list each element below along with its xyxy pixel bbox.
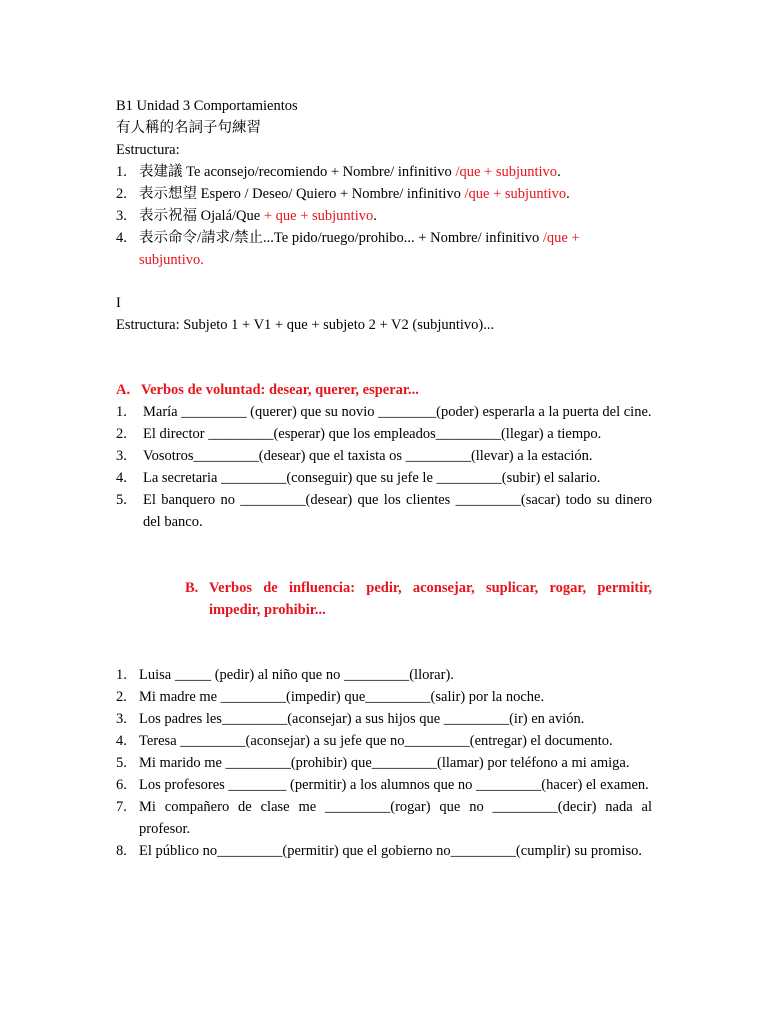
exercise-item [116,423,652,445]
item-text: 表示祝福 Ojalá/Que [139,208,264,224]
exercise-item [116,445,652,467]
item-highlight: /que + subjuntivo [455,164,558,180]
item-number: 5. [116,492,127,508]
item-number: 4. [116,470,127,486]
item-end: . [566,186,570,202]
item-text: Vosotros_________(desear) que el taxista os _________(llevar) a la estación. [143,448,593,464]
estructura-item [116,183,652,205]
page-subtitle: 有人稱的名詞子句練習 [116,120,261,136]
item-highlight: /que + subjuntivo [464,186,567,202]
item-number: 2. [116,186,127,202]
item-text: María _________ (querer) que su novio ________(poder) esperarla a la puerta del cine. [143,404,652,420]
item-number: 5. [116,755,127,771]
estructura-list [116,161,652,271]
exercise-item [116,752,652,774]
item-highlight: + que + subjuntivo [263,208,374,224]
item-text: El banquero no _________(desear) que los clientes _________(sacar) todo su dinero del banco. [143,492,652,530]
item-number: 3. [116,711,127,727]
exercise-item [116,730,652,752]
item-text: Los padres les_________(aconsejar) a sus hijos que _________(ir) en avión. [139,711,585,727]
part-numeral: I [116,295,121,311]
item-text: Mi compañero de clase me _________(rogar) que no _________(decir) nada al profesor. [139,799,652,837]
item-number: 1. [116,667,127,683]
item-number: 1. [116,404,127,420]
section-b-heading [185,577,652,621]
exercise-item [116,796,652,840]
header-block [116,95,652,271]
item-number: 6. [116,777,127,793]
item-text: 表建議 Te aconsejo/recomiendo + Nombre/ infinitivo [139,164,456,180]
estructura-label: Estructura: [116,142,180,158]
item-number: 3. [116,448,127,464]
item-text: El director _________(esperar) que los empleados_________(llegar) a tiempo. [143,426,602,442]
item-end: . [373,208,377,224]
item-text: 表示想望 Espero / Deseo/ Quiero + Nombre/ infinitivo [139,186,465,202]
item-text: Mi madre me _________(impedir) que_________(salir) por la noche. [139,689,545,705]
item-number: 3. [116,208,127,224]
item-text: Los profesores ________ (permitir) a los alumnos que no _________(hacer) el examen. [139,777,649,793]
part-structure: Estructura: Subjeto 1 + V1 + que + subjeto 2 + V2 (subjuntivo)... [116,317,495,333]
section-title: Verbos de influencia: pedir, aconsejar, suplicar, rogar, permitir, impedir, prohibir... [209,580,652,618]
section-b-list [116,664,652,862]
exercise-item [116,489,652,533]
exercise-item [116,664,652,686]
item-text: Teresa _________(aconsejar) a su jefe que no_________(entregar) el documento. [139,733,613,749]
item-end: . [557,164,561,180]
section-b-title [185,577,652,621]
item-number: 8. [116,843,127,859]
item-number: 7. [116,799,127,815]
exercise-item [116,774,652,796]
exercise-item [116,401,652,423]
item-text: El público no_________(permitir) que el gobierno no_________(cumplir) su promiso. [139,843,642,859]
item-text: La secretaria _________(conseguir) que su jefe le _________(subir) el salario. [143,470,601,486]
section-a-heading [116,379,652,401]
estructura-item [116,205,652,227]
item-number: 4. [116,230,127,246]
section-a [116,379,652,533]
exercise-item [116,708,652,730]
item-number: 2. [116,689,127,705]
exercise-item [116,840,652,862]
item-highlight: /que + subjuntivo [139,230,580,268]
item-number: 1. [116,164,127,180]
page-title: B1 Unidad 3 Comportamientos [116,98,298,114]
section-title: Verbos de voluntad: desear, querer, esperar... [140,382,419,398]
item-text: Mi marido me _________(prohibir) que_________(llamar) por teléfono a mi amiga. [139,755,630,771]
part-one [116,292,652,336]
item-text: Luisa _____ (pedir) al niño que no _________(llorar). [139,667,454,683]
exercise-item [116,686,652,708]
item-number: 4. [116,733,127,749]
item-number: 2. [116,426,127,442]
estructura-item [116,161,652,183]
section-letter: A. [116,382,131,398]
section-letter: B. [185,580,199,596]
estructura-item [116,227,639,271]
item-text: 表示命令/請求/禁止...Te pido/ruego/prohibo... + Nombre/ infinitivo [139,230,543,246]
exercise-item [116,467,652,489]
item-end: . [200,252,204,268]
